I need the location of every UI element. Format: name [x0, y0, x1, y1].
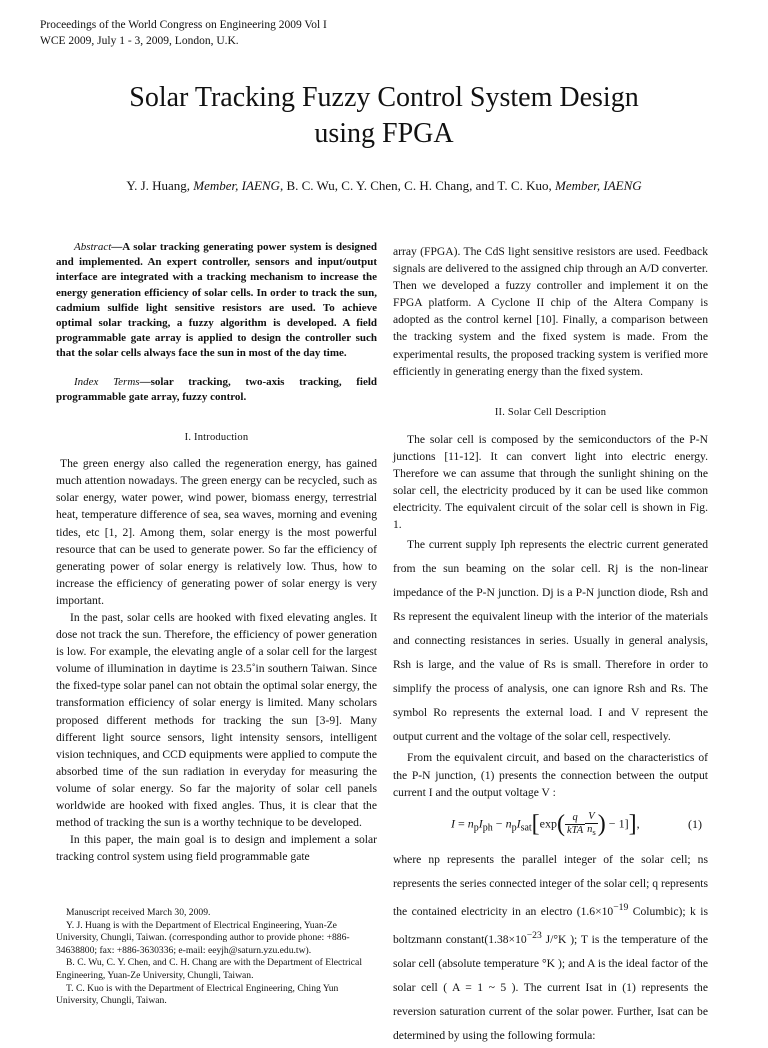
section-heading-solar-cell: II. Solar Cell Description [494, 406, 607, 418]
left-column [56, 240, 377, 865]
footnote-author-1: Y. J. Huang is with the Department of Electrical Engineering, Yuan-Ze University, Chungli, Taiwan. (corresponding author to provide phone: +886-34638800; fax: +886-3630336; e-mail: eeyjh@saturn.yzu.edu.tw). [56, 919, 350, 956]
index-terms-label: Index Terms [74, 375, 140, 388]
title-line-1: Solar Tracking Fuzzy Control System Design [129, 82, 639, 113]
footnote-authors-2: B. C. Wu, C. Y. Chen, and C. H. Chang are with the Department of Electrical Engineering, Yuan-Ze University, Chungli, Taiwan. [56, 957, 362, 981]
title-line-2: using FPGA [314, 118, 454, 149]
running-header [40, 17, 327, 49]
equation-1-body: $I = n_pI_{ph} - n_pI_{sat}[\exp$( $\frac{q}{\text{kTA}}$ $\frac{V}{n_s}$ ) − 1]], [451, 810, 640, 837]
authors-part-1: Y. J. Huang, [126, 178, 194, 193]
intro-paragraph-1: The green energy also called the regeneration energy, has gained much attention nowadays. The green energy can be recycled, such as solar energy, water power, wind power, biomass energy, terrestrial heat, temperature difference of sea, sea waves, morning and evening tides, etc [1, 2]. Among them, solar energy is the most powerful resource that can be used to generate power. So far the efficiency of generating power of solar energy is relatively low. Thus, how to increase the efficiency of generating power of solar energy is very important. [56, 457, 377, 607]
section-heading-introduction: I. Introduction [184, 432, 249, 444]
abstract-label: Abstract [74, 241, 112, 253]
solar-cell-paragraph-4: where np represents the parallel integer of the solar cell; ns represents the series connected integer of the solar cell; q represents the contained electricity in an electro ($1.6\times 10^{-19}$ Columbic); k is boltzmann $constant(1.38\times 10^{-23}$ J/°K ); T is the temperature of the solar cell (absolute temperature °K ); and A is the ideal factor of the solar cell ( A = 1 ~ 5 ). The current Isat in (1) represents the reversion saturation current of the solar power. Further, Isat can be determined by using the following formula: [393, 852, 708, 1042]
intro-paragraph-2: In the past, solar cells are hooked with fixed elevating angles. It dose not track the sun. Therefore, the efficiency of power generation is low. For example, the elevating angle of a solar cell for the largest volume of illumination in daytime is 23.5˚in southern Taiwan. Since the fixed-type solar panel can not obtain the optimal solar energy, the transformation efficiency of solar energy is limited. Many scholars proposed different methods for tracking the sun [3-9]. Many different light source sensors, light intensity sensors, intelligent vision techniques, and CCD equipments were applied to compute the absorbed time of the sun radiation in everyday for measuring the volume of solar energy. So far the majority of solar cell panels worldwide are hooked with fixed angles. Thus, it is clear that the method of tracking the sun is a worthy technique to be developed. [56, 610, 377, 830]
membership-1: Member, IAENG [193, 178, 280, 193]
author-list [0, 178, 768, 194]
intro-paragraph-continued: array (FPGA). The CdS light sensitive resistors are used. Feedback signals are delivered to the assigned chip through an A/D converter. Then we developed a fuzzy controller and implement it on the FPGA platform. A Cyclone II chip of the Altera Company is adopted as the control kernel [10]. Finally, a comparison between the tracking system and the fixed system is made. From the experimental results, the proposed tracking system is verified more efficiently in generating energy than the fixed system. [393, 245, 708, 378]
footnote-received: Manuscript received March 30, 2009. [66, 907, 211, 918]
membership-2: Member, IAENG [554, 178, 642, 193]
footnotes [56, 907, 377, 1008]
solar-cell-paragraph-2: The current supply Iph represents the electric current generated from the sun beaming on the solar cell. Rj is the non-linear impedance of the P-N junction. Dj is a P-N junction diode, Rsh and Rs represent the equivalent lineup with the interior of the materials and connecting resistances in series. Usually in general analysis, Rsh is large, and the value of Rs is small. Therefore in order to simplify the process of analysis, one can ignore Rsh and Rs. The symbol Ro represents the external load. I and V represent the output current and the voltage of the solar cell, respectively. [393, 538, 708, 744]
intro-paragraph-3: In this paper, the main goal is to design and implement a solar tracking control system using field programmable gate [56, 833, 377, 864]
abstract [56, 240, 377, 362]
solar-cell-paragraph-3: From the equivalent circuit, and based on the characteristics of the P-N junction, (1) presents the connection between the output current I and the output voltage V : [393, 751, 708, 799]
header-line-2: WCE 2009, July 1 - 3, 2009, London, U.K. [40, 35, 239, 47]
index-terms-text: —solar tracking, two-axis tracking, field programmable gate array, fuzzy control. [56, 375, 377, 403]
header-line-1: Proceedings of the World Congress on Engineering 2009 Vol I [40, 19, 327, 31]
footnote-author-4: T. C. Kuo is with the Department of Electrical Engineering, Ching Yun University, Chungli, Taiwan. [56, 982, 339, 1007]
equation-1 [393, 811, 708, 838]
right-column [393, 243, 708, 1048]
authors-part-2: , B. C. Wu, C. Y. Chen, C. H. Chang, and T. C. Kuo, [279, 178, 555, 193]
equation-1-number: (1) [688, 816, 702, 831]
solar-cell-paragraph-1: The solar cell is composed by the semiconductors of the P-N junctions [11-12]. It can convert light into electric energy. Therefore we can assume that through the sunlight shining on the solar cell, the electricity produced by it can be used like common electricity. The equivalent circuit of the solar cell is shown in Fig. 1. [393, 432, 708, 532]
index-terms [56, 375, 377, 405]
abstract-text: —A solar tracking generating power system is designed and implemented. An expert controller, sensors and input/output interface are integrated with a tracking mechanism to increase the energy generation efficiency of solar cells. In order to track the sun, cadmium sulfide light sensitive resistors are used. To achieve optimal solar tracking, a fuzzy algorithm is developed. A field programmable gate array is applied to design the controller such that the solar cells always face the sun in most of the day time. [56, 241, 377, 360]
paper-title [0, 80, 768, 152]
